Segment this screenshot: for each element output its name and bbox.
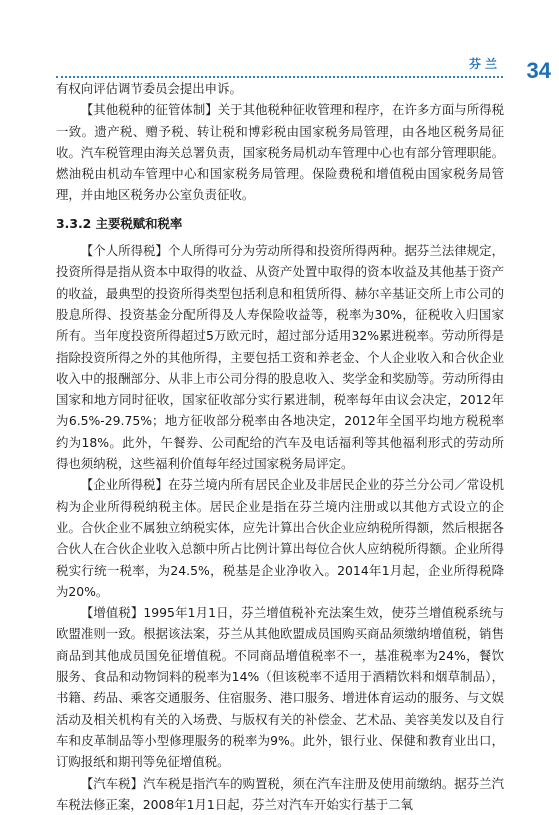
paragraph-lead: 【企业所得税】 xyxy=(81,477,168,492)
paragraph-lead: 【其他税种的征管体制】 xyxy=(81,102,218,117)
paragraph-body: 关于其他税种征收管理和程序，在许多方面与所得税一致。遗产税、赠予税、转让税和博彩税由国家税务局管理，由各地区税务局征收。汽车税管理由海关总署负责，国家税务局机动车管理中心也有部分管理职能。燃油税由机动车管理中心和国家税务局管理。保险费税和增值税由国家税务局管理，并由地区税务办公室负责征收。 xyxy=(56,102,504,202)
paragraph-personal-income-tax xyxy=(56,240,504,474)
paragraph-body: 1995年1月1日，芬兰增值税补充法案生效，使芬兰增值税系统与欧盟准则一致。根据该法案，芬兰从其他欧盟成员国购买商品须缴纳增值税，销售商品到其他成员国免征增值税。不同商品增值税率不一，基准税率为24%，餐饮服务、食品和动物饲料的税率为14%（但该税率不适用于酒精饮料和烟草制品），书籍、药品、乘客交通服务、住宿服务、港口服务、增进体育运动的服务、与文娱活动及相关机构有关的入场费、与版权有关的补偿金、艺术品、美容美发以及自行车和皮革制品等小型修理服务的税率为9%。此外，银行业、保健和教育业出口，订购报纸和期刊等免征增值税。 xyxy=(56,605,504,769)
paragraph-body: 个人所得可分为劳动所得和投资所得两种。据芬兰法律规定，投资所得是指从资本中取得的收益、从资产处置中取得的资本收益及其他基于资产的收益，最典型的投资所得类型包括利息和租赁所得、赫尔辛基证交所上市公司的股息所得、投资基金分配所得及人寿保险收益等，税率为30%，征税收入归国家所有。当年度投资所得超过5万欧元时，超过部分适用32%累进税率。劳动所得是指除投资所得之外的其他所得，主要包括工资和养老金、个人企业收入和合伙企业收入中的报酬部分、从非上市公司分得的股息收入、奖学金和奖励等。劳动所得由国家和地方同时征收，国家征收部分实行累进制，税率每年由议会决定，2012年为6.5%-29.75%；地方征收部分税率由各地决定，2012年全国平均地方税税率约为18%。此外，午餐券、公司配给的汽车及电话福利等其他福利形式的劳动所得也须纳税，这些福利价值每年经过国家税务局评定。 xyxy=(56,243,504,471)
body-text xyxy=(56,78,504,815)
page-number-tab xyxy=(510,52,559,92)
paragraph-continuation: 有权向评估调节委员会提出申诉。 xyxy=(56,78,504,99)
page-number: 34 xyxy=(527,58,551,84)
paragraph-body: 汽车税是指汽车的购置税，须在汽车注册及使用前缴纳。据芬兰汽车税法修正案，2008年1月1日起，芬兰对汽车开始实行基于二氧 xyxy=(56,776,504,812)
paragraph-lead: 【汽车税】 xyxy=(81,776,143,791)
paragraph-lead: 【个人所得税】 xyxy=(81,243,168,258)
paragraph-vehicle-tax xyxy=(56,773,504,815)
paragraph-other-taxes xyxy=(56,99,504,205)
paragraph-corporate-income-tax xyxy=(56,474,504,602)
section-heading: 3.3.2 主要税赋和税率 xyxy=(56,213,504,234)
running-title: 芬兰 xyxy=(469,55,501,72)
paragraph-lead: 【增值税】 xyxy=(81,605,144,620)
paragraph-vat xyxy=(56,602,504,772)
paragraph-body: 在芬兰境内所有居民企业及非居民企业的芬兰分公司／常设机构为企业所得税纳税主体。居民企业是指在芬兰境内注册或以其他方式设立的企业。合伙企业不属独立纳税实体，应先计算出合伙企业应纳税所得额，然后根据各合伙人在合伙企业收入总额中所占比例计算出每位合伙人应纳税所得额。企业所得税实行统一税率，为24.5%，税基是企业净收入。2014年1月起，企业所得税降为20%。 xyxy=(56,477,504,598)
